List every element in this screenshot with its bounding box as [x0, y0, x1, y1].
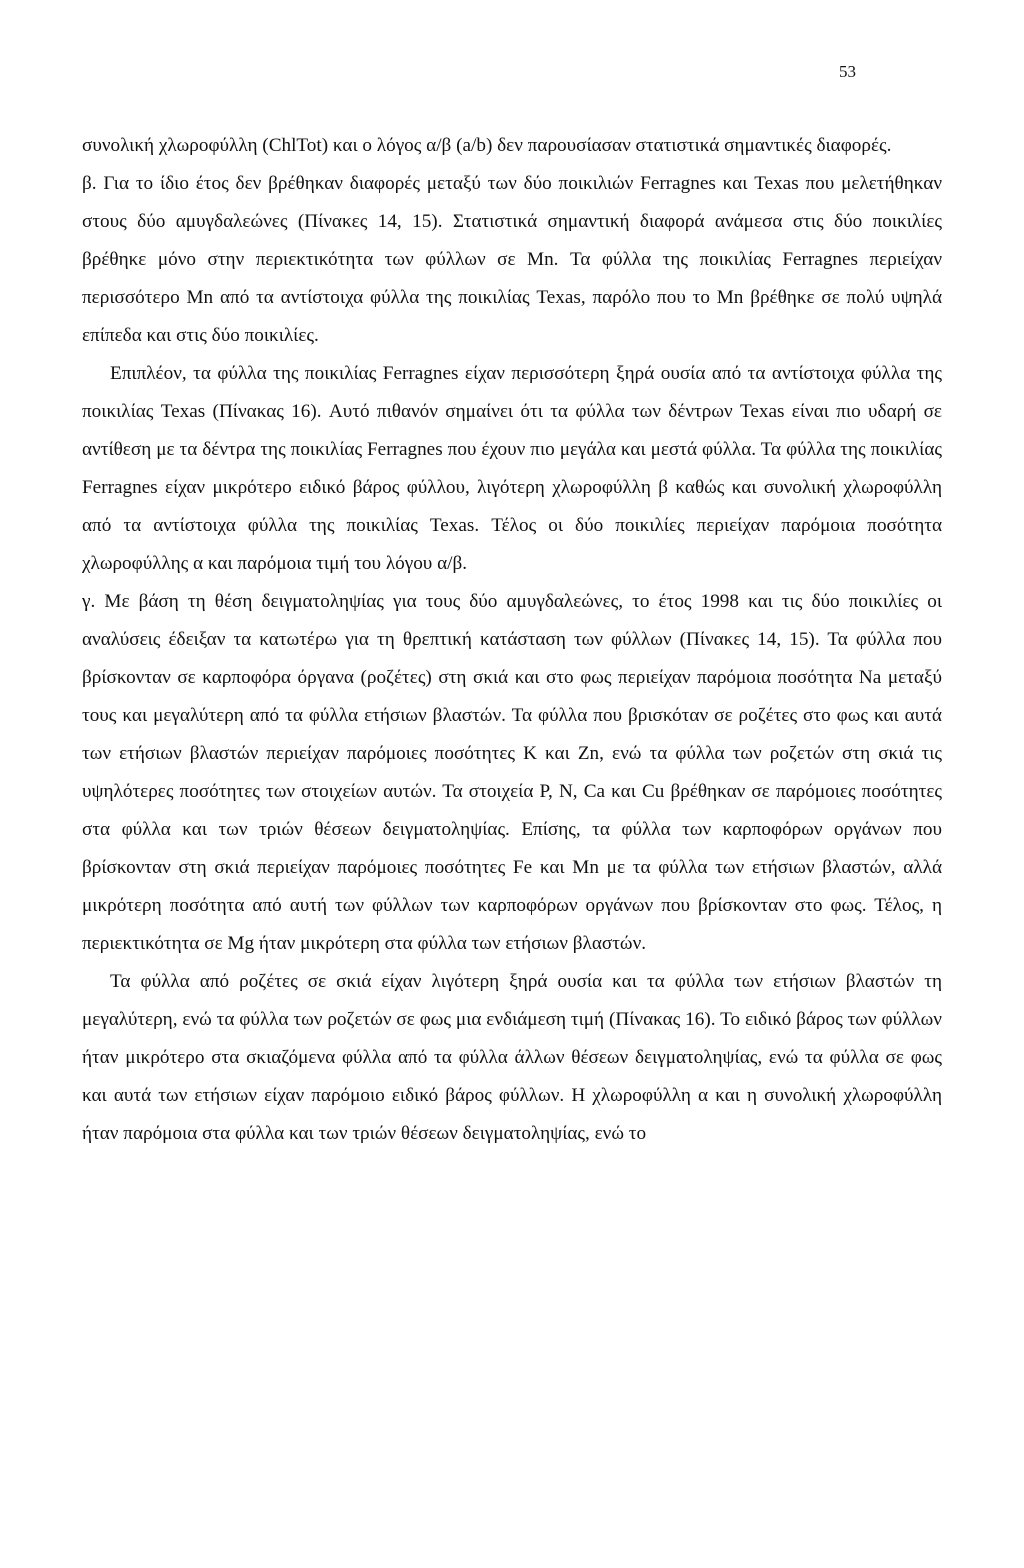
document-body [82, 127, 942, 1153]
page-number: 53 [839, 62, 856, 81]
paragraph-ferragnes-dry-matter: Επιπλέον, τα φύλλα της ποικιλίας Ferragnes είχαν περισσότερη ξηρά ουσία από τα αντίστοιχα φύλλα της ποικιλίας Texas (Πίνακας 16). Αυτό πιθανόν σημαίνει ότι τα φύλλα των δέντρων Texas είναι πιο υδαρή σε αντίθεση με τα δέντρα της ποικιλίας Ferragnes που έχουν πιο μεγάλα και μεστά φύλλα. Τα φύλλα της ποικιλίας Ferragnes είχαν μικρότερο ειδικό βάρος φύλλου, λιγότερη χλωροφύλλη β καθώς και συνολική χλωροφύλλη από τα αντίστοιχα φύλλα της ποικιλίας Texas. Τέλος οι δύο ποικιλίες περιείχαν παρόμοια ποσότητα χλωροφύλλης α και παρόμοια τιμή του λόγου α/β. [82, 363, 942, 574]
paragraph-item-c: γ. Με βάση τη θέση δειγματοληψίας για τους δύο αμυγδαλεώνες, το έτος 1998 και τις δύο ποικιλίες οι αναλύσεις έδειξαν τα κατωτέρω για τη θρεπτική κατάσταση των φύλλων (Πίνακες 14, 15). Τα φύλλα που βρίσκονταν σε καρποφόρα όργανα (ροζέτες) στη σκιά και στο φως περιείχαν παρόμοια ποσότητα Na μεταξύ τους και μεγαλύτερη από τα φύλλα ετήσιων βλαστών. Τα φύλλα που βρισκόταν σε ροζέτες στο φως και αυτά των ετήσιων βλαστών περιείχαν παρόμοιες ποσότητες K και Zn, ενώ τα φύλλα των ροζετών στη σκιά τις υψηλότερες ποσότητες των στοιχείων αυτών. Τα στοιχεία P, N, Ca και Cu βρέθηκαν σε παρόμοιες ποσότητες στα φύλλα και των τριών θέσεων δειγματοληψίας. Επίσης, τα φύλλα των καρποφόρων οργάνων που βρίσκονταν στη σκιά περιείχαν παρόμοιες ποσότητες Fe και Mn με τα φύλλα των ετήσιων βλαστών, αλλά μικρότερη ποσότητα από αυτή των φύλλων των καρποφόρων οργάνων που βρίσκονταν στο φως. Τέλος, η περιεκτικότητα σε Mg ήταν μικρότερη στα φύλλα των ετήσιων βλαστών. [82, 591, 942, 954]
paragraph-continuation: συνολική χλωροφύλλη (ChlTot) και ο λόγος α/β (a/b) δεν παρουσίασαν στατιστικά σημαντικές διαφορές. [82, 135, 892, 156]
paragraph-rosettes-shade: Τα φύλλα από ροζέτες σε σκιά είχαν λιγότερη ξηρά ουσία και τα φύλλα των ετήσιων βλαστών τη μεγαλύτερη, ενώ τα φύλλα των ροζετών σε φως μια ενδιάμεση τιμή (Πίνακας 16). Το ειδικό βάρος των φύλλων ήταν μικρότερο στα σκιαζόμενα φύλλα από τα φύλλα άλλων θέσεων δειγματοληψίας, ενώ τα φύλλα σε φως και αυτά των ετήσιων είχαν παρόμοιο ειδικό βάρος φύλλων. Η χλωροφύλλη α και η συνολική χλωροφύλλη ήταν παρόμοια στα φύλλα και των τριών θέσεων δειγματοληψίας, ενώ το [82, 971, 942, 1144]
paragraph-item-b: β. Για το ίδιο έτος δεν βρέθηκαν διαφορές μεταξύ των δύο ποικιλιών Ferragnes και Texas που μελετήθηκαν στους δύο αμυγδαλεώνες (Πίνακες 14, 15). Στατιστικά σημαντική διαφορά ανάμεσα στις δύο ποικιλίες βρέθηκε μόνο στην περιεκτικότητα των φύλλων σε Mn. Τα φύλλα της ποικιλίας Ferragnes περιείχαν περισσότερο Mn από τα αντίστοιχα φύλλα της ποικιλίας Texas, παρόλο που το Mn βρέθηκε σε πολύ υψηλά επίπεδα και στις δύο ποικιλίες. [82, 173, 942, 346]
